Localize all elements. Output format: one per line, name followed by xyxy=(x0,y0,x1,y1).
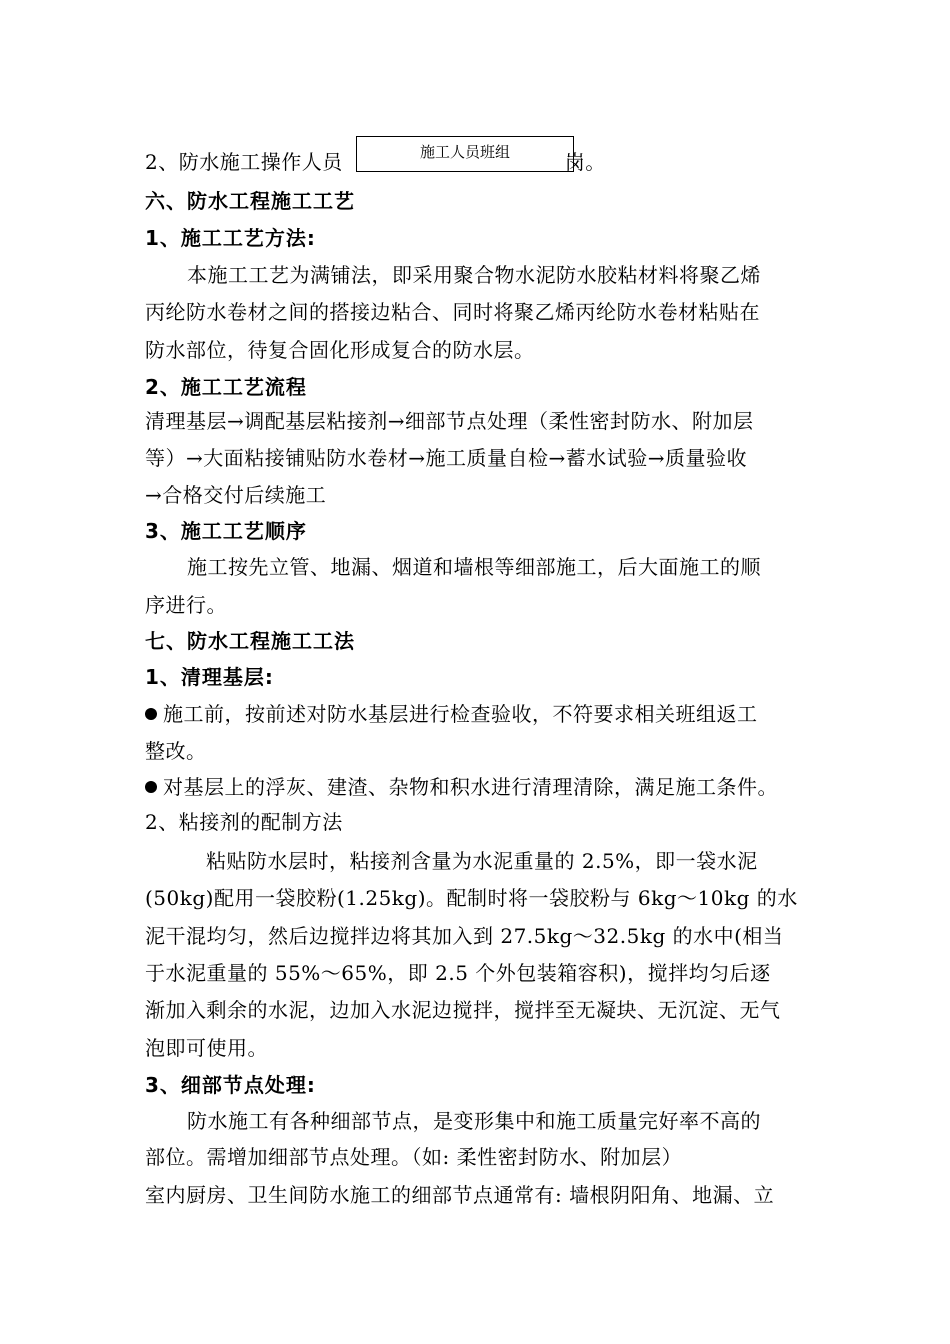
bullet-continuation: 整改。 xyxy=(145,739,207,763)
section6-sub3-title: 3、施工工艺顺序 xyxy=(145,519,307,543)
section7-sub3-line: 防水施工有各种细部节点，是变形集中和施工质量完好率不高的 xyxy=(187,1109,761,1133)
section7-sub3-title: 3、细部节点处理: xyxy=(145,1073,316,1097)
section7-heading: 七、防水工程施工工法 xyxy=(145,629,355,653)
section6-sub2-line: →合格交付后续施工 xyxy=(145,483,327,507)
section6-sub1-line: 本施工工艺为满铺法，即采用聚合物水泥防水胶粘材料将聚乙烯 xyxy=(187,263,761,287)
section6-sub3-line: 施工按先立管、地漏、烟道和墙根等细部施工，后大面施工的顺 xyxy=(187,555,761,579)
bullet-text: 施工前，按前述对防水基层进行检查验收，不符要求相关班组返工 xyxy=(163,702,758,726)
staff-team-box: 施工人员班组 xyxy=(356,136,574,172)
section6-sub1-title: 1、施工工艺方法: xyxy=(145,226,316,250)
section6-sub2-line: 清理基层→调配基层粘接剂→细部节点处理（柔性密封防水、附加层 xyxy=(145,409,754,433)
section7-sub2-line: 渐加入剩余的水泥，边加入水泥边搅拌，搅拌至无凝块、无沉淀、无气 xyxy=(145,998,781,1022)
section7-sub3-line: 部位。需增加细部节点处理。（如: 柔性密封防水、附加层） xyxy=(145,1145,683,1169)
section7-sub2-line: 粘贴防水层时，粘接剂含量为水泥重量的 2.5%，即一袋水泥 xyxy=(206,849,758,873)
section6-sub2-line: 等）→大面粘接铺贴防水卷材→施工质量自检→蓄水试验→质量验收 xyxy=(145,446,748,470)
section6-sub1-line: 丙纶防水卷材之间的搭接边粘合、同时将聚乙烯丙纶防水卷材粘贴在 xyxy=(145,300,760,324)
bullet-item xyxy=(145,771,778,800)
section6-sub3-line: 序进行。 xyxy=(145,593,227,617)
staff-line-prefix: 2、防水施工操作人员 xyxy=(145,150,343,174)
section6-sub1-line: 防水部位，待复合固化形成复合的防水层。 xyxy=(145,338,535,362)
bullet-item xyxy=(145,698,758,727)
section6-heading: 六、防水工程施工工艺 xyxy=(145,189,355,213)
section7-sub1-title: 1、清理基层: xyxy=(145,665,274,689)
staff-line-suffix: 岗。 xyxy=(564,150,606,174)
bullet-icon xyxy=(145,781,157,793)
bullet-text: 对基层上的浮灰、建渣、杂物和积水进行清理清除，满足施工条件。 xyxy=(163,775,778,799)
section7-sub2-line: (50kg)配用一袋胶粉(1.25kg)。配制时将一袋胶粉与 6kg～10kg 的水 xyxy=(145,886,798,910)
section7-sub2-line: 泡即可使用。 xyxy=(145,1036,268,1060)
section7-sub2-line: 泥干混均匀，然后边搅拌边将其加入到 27.5kg～32.5kg 的水中(相当 xyxy=(145,924,784,948)
section6-sub2-title: 2、施工工艺流程 xyxy=(145,375,307,399)
section7-sub2-title: 2、粘接剂的配制方法 xyxy=(145,810,343,834)
section7-sub2-line: 于水泥重量的 55%～65%，即 2.5 个外包装箱容积)，搅拌均匀后逐 xyxy=(145,961,771,985)
section7-sub3-line: 室内厨房、卫生间防水施工的细部节点通常有: 墙根阴阳角、地漏、立 xyxy=(145,1183,775,1207)
bullet-icon xyxy=(145,708,157,720)
